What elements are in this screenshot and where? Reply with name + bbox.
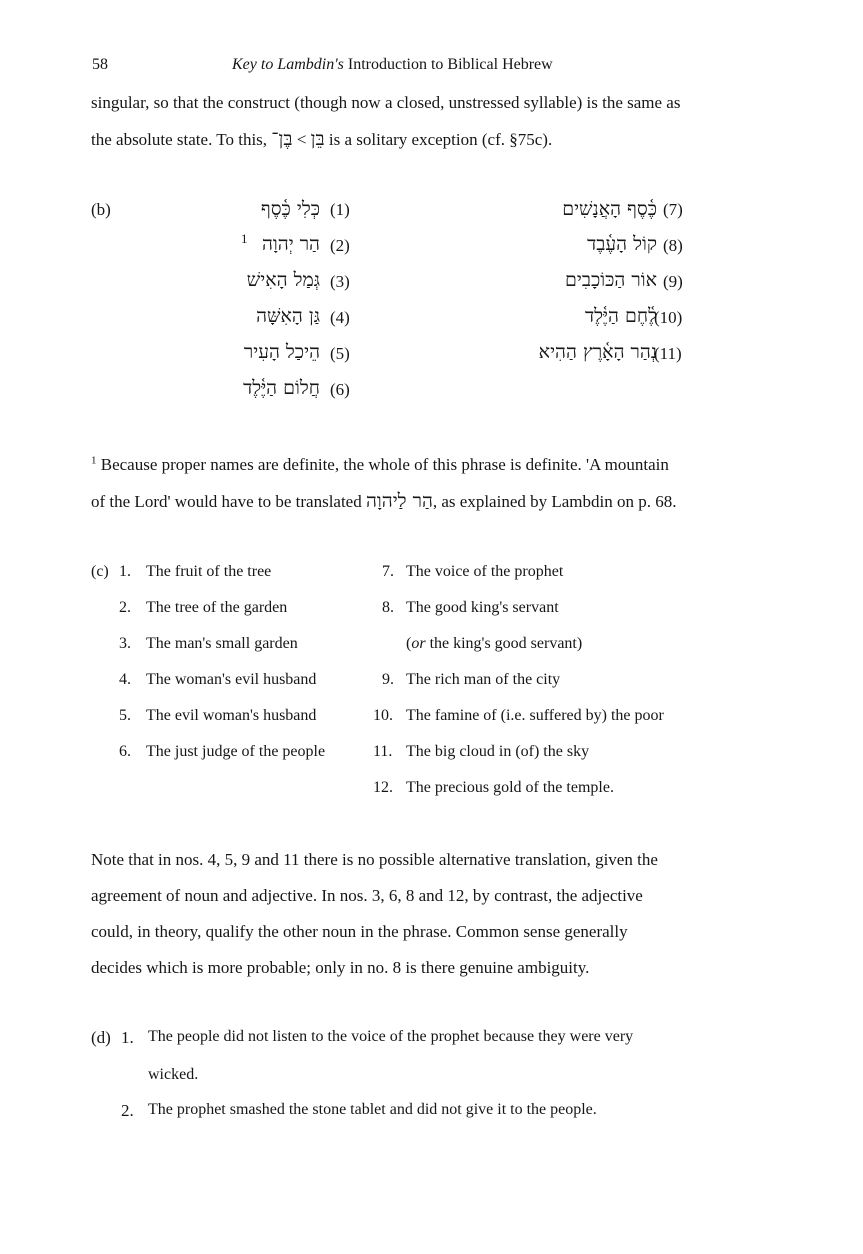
note-line-2: agreement of noun and adjective. In nos. 3, 6, 8 and 12, by contrast, the adjective xyxy=(91,886,643,905)
hebrew-phrase-3: גְּמַל הָאִישׁ xyxy=(246,269,320,291)
item-number-8: (8) xyxy=(663,236,683,255)
hebrew-phrase-10: לֶ֫חֶם הַיֶּ֫לֶד xyxy=(585,305,657,327)
item-number-3: (3) xyxy=(330,272,350,291)
footnote-hebrew: הַר לַיהוָה xyxy=(365,490,433,512)
c-item-text-1: The fruit of the tree xyxy=(146,563,272,580)
intro-line-1: singular, so that the construct (though now a closed, unstressed syllable) is the same as xyxy=(91,93,681,112)
d-item-text-1a: The people did not listen to the voice of the prophet because they were very xyxy=(148,1028,634,1045)
footnote-number: 1 xyxy=(91,454,97,467)
c-item-num-1: 1. xyxy=(119,563,131,580)
note-line-1: Note that in nos. 4, 5, 9 and 11 there is no possible alternative translation, given the xyxy=(91,850,658,869)
page-number: 58 xyxy=(92,56,108,73)
c-item-text-12: The precious gold of the temple. xyxy=(406,779,614,796)
c-item-num-10: 10. xyxy=(373,707,393,724)
running-header xyxy=(232,56,553,74)
section-b-label: (b) xyxy=(91,200,111,219)
c-item-num-6: 6. xyxy=(119,743,131,760)
c-item-alt-8 xyxy=(406,635,582,653)
d-item-text-1b: wicked. xyxy=(148,1066,199,1083)
c-item-alt-text: the king's good servant) xyxy=(425,635,583,652)
item-number-1: (1) xyxy=(330,200,350,219)
note-line-4: decides which is more probable; only in no. 8 is there genuine ambiguity. xyxy=(91,958,590,977)
c-item-text-8: The good king's servant xyxy=(406,599,559,616)
footnote-line-2 xyxy=(91,490,677,513)
footnote-line-1 xyxy=(91,455,669,475)
item-number-4: (4) xyxy=(330,308,350,327)
c-item-num-9: 9. xyxy=(382,671,394,688)
hebrew-phrase-4: גַּן הָאִשָּׁה xyxy=(256,305,320,327)
footnote-text-2a: of the Lord' would have to be translated xyxy=(91,492,366,511)
c-item-text-5: The evil woman's husband xyxy=(146,707,317,724)
hebrew-phrase-6: חֲלוֹם הַיֶּ֫לֶד xyxy=(243,377,320,399)
hebrew-phrase-5: הֵיכַל הָעִיר xyxy=(243,341,320,363)
hebrew-phrase-7: כֶּ֫סֶף הָאֲנָשִׁים xyxy=(562,198,657,220)
c-item-num-7: 7. xyxy=(382,563,394,580)
c-item-text-9: The rich man of the city xyxy=(406,671,561,688)
hebrew-phrase-1: כְּלִי כֶּ֫סֶף xyxy=(260,198,320,220)
intro-hebrew-2: בֶּן־ xyxy=(271,128,293,150)
c-item-num-12: 12. xyxy=(373,779,393,796)
c-item-text-3: The man's small garden xyxy=(146,635,298,652)
note-line-3: could, in theory, qualify the other noun in the phrase. Common sense generally xyxy=(91,922,628,941)
c-item-text-10: The famine of (i.e. suffered by) the poor xyxy=(406,707,664,724)
running-header-italic: Key to Lambdin's xyxy=(232,56,344,73)
item-number-10: (10) xyxy=(654,308,683,327)
item-number-11: (11) xyxy=(654,344,682,363)
intro-line-2-a: the absolute state. To this, xyxy=(91,130,272,149)
c-item-num-4: 4. xyxy=(119,671,131,688)
intro-hebrew-1: בֵּן xyxy=(310,128,325,150)
intro-line-2-b: is a solitary exception (cf. §75c). xyxy=(324,130,553,149)
section-c-label: (c) xyxy=(91,563,109,580)
c-item-alt-prefix: ( xyxy=(406,635,412,652)
intro-line-2 xyxy=(91,128,552,151)
footnote-text-2b: , as explained by Lambdin on p. 68. xyxy=(432,492,677,511)
d-item-num-1: 1. xyxy=(121,1028,134,1047)
footnote-marker: 1 xyxy=(241,231,248,246)
c-item-text-4: The woman's evil husband xyxy=(146,671,317,688)
intro-gt: > xyxy=(292,130,311,149)
hebrew-phrase-11: נְהַר הָאָ֫רֶץ הַהִיא xyxy=(538,341,657,363)
item-number-2: (2) xyxy=(330,236,350,255)
d-item-num-2: 2. xyxy=(121,1101,134,1120)
c-item-text-6: The just judge of the people xyxy=(146,743,326,760)
c-item-text-7: The voice of the prophet xyxy=(406,563,564,580)
item-number-5: (5) xyxy=(330,344,350,363)
c-item-num-11: 11. xyxy=(373,743,393,760)
item-number-9: (9) xyxy=(663,272,683,291)
c-item-text-11: The big cloud in (of) the sky xyxy=(406,743,590,760)
hebrew-phrase-8: קוֹל הָעֶ֫בֶד xyxy=(587,233,657,255)
hebrew-phrase-2: הַר יְהוָה xyxy=(261,233,320,255)
hebrew-phrase-9: אוֹר הַכּוֹכָבִים xyxy=(565,269,657,291)
d-item-text-2: The prophet smashed the stone tablet and did not give it to the people. xyxy=(148,1101,597,1118)
item-number-7: (7) xyxy=(663,200,683,219)
c-item-num-8: 8. xyxy=(382,599,394,616)
c-item-num-2: 2. xyxy=(119,599,131,616)
c-item-alt-italic: or xyxy=(411,635,426,652)
section-d-label: (d) xyxy=(91,1028,111,1047)
running-header-rest: Introduction to Biblical Hebrew xyxy=(343,56,553,73)
c-item-num-3: 3. xyxy=(119,635,131,652)
footnote-text-1: Because proper names are definite, the whole of this phrase is definite. 'A mountain xyxy=(96,455,669,474)
c-item-num-5: 5. xyxy=(119,707,131,724)
item-number-6: (6) xyxy=(330,380,350,399)
c-item-text-2: The tree of the garden xyxy=(146,599,288,616)
